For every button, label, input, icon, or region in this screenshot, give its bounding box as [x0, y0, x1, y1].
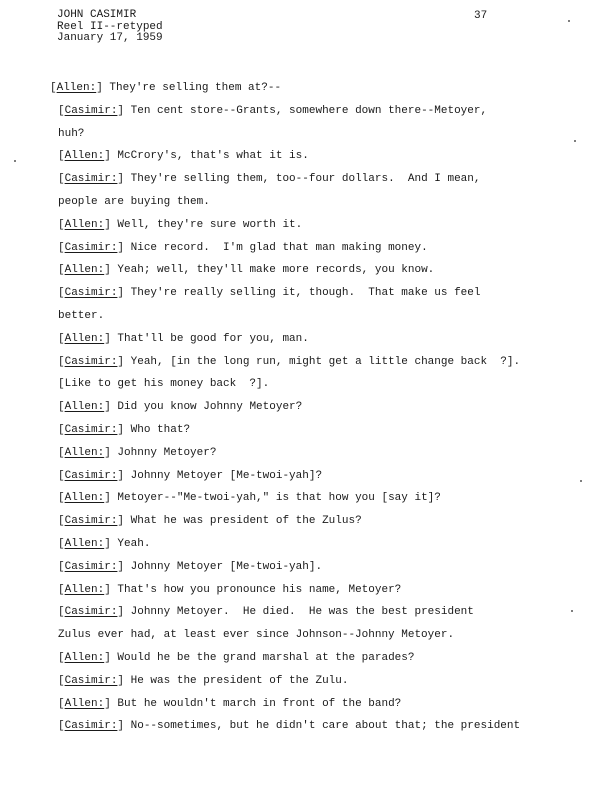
- bracket-close: ]: [104, 446, 111, 459]
- speaker-label: Allen:: [64, 651, 105, 664]
- transcript-line: [50, 419, 590, 442]
- bracket-open: [: [58, 150, 65, 163]
- line-text: McCrory's, that's what it is.: [110, 150, 309, 163]
- bracket-close: ]: [117, 287, 125, 300]
- speaker-label: Allen:: [64, 401, 105, 414]
- transcript-line: [50, 601, 590, 624]
- transcript-line: [50, 145, 590, 168]
- speaker-label: Casimir:: [64, 606, 118, 619]
- transcript-line: [50, 442, 590, 465]
- line-text: better.: [58, 309, 105, 322]
- bracket-open: [: [58, 537, 65, 550]
- line-text: huh?: [58, 127, 85, 140]
- bracket-close: ]: [117, 241, 125, 254]
- transcript-line: [50, 465, 590, 488]
- bracket-open: [: [58, 173, 65, 186]
- bracket-open: [: [58, 104, 65, 117]
- bracket-close: ]: [117, 355, 125, 368]
- transcript-line: [50, 214, 590, 237]
- line-text: Zulus ever had, at least ever since Johnson--Johnny Metoyer.: [58, 629, 455, 642]
- bracket-close: ]: [117, 173, 125, 186]
- transcript-line: [50, 237, 590, 260]
- bracket-close: ]: [104, 583, 111, 596]
- transcript-line: [50, 579, 590, 602]
- speaker-label: Casimir:: [64, 674, 118, 687]
- bracket-open: [: [58, 492, 65, 505]
- transcript-line: [50, 624, 590, 647]
- line-text: They're selling them, too--four dollars. And I mean,: [124, 173, 481, 186]
- speaker-label: Casimir:: [64, 469, 118, 482]
- line-text: Johnny Metoyer. He died. He was the best president: [124, 606, 474, 619]
- bracket-close: ]: [117, 560, 125, 573]
- speaker-label: Allen:: [64, 446, 105, 459]
- bracket-open: [: [58, 720, 65, 733]
- page-number: 37: [474, 10, 488, 22]
- bracket-close: ]: [104, 492, 111, 505]
- speaker-label: Allen:: [64, 537, 105, 550]
- line-text: Did you know Johnny Metoyer?: [110, 401, 303, 414]
- speaker-label: Casimir:: [64, 515, 118, 528]
- bracket-close: ]: [104, 332, 111, 345]
- transcript-line: [50, 123, 590, 146]
- bracket-close: ]: [117, 104, 125, 117]
- scan-speck: [568, 20, 570, 22]
- speaker-label: Allen:: [64, 583, 105, 596]
- bracket-close: ]: [104, 218, 111, 231]
- bracket-close: ]: [117, 606, 125, 619]
- speaker-label: Casimir:: [64, 355, 118, 368]
- line-text: Who that?: [124, 423, 191, 436]
- speaker-label: Casimir:: [64, 104, 118, 117]
- bracket-open: [: [58, 423, 65, 436]
- transcript-line: [50, 487, 590, 510]
- line-text: He was the president of the Zulu.: [124, 674, 349, 687]
- speaker-label: Allen:: [64, 150, 105, 163]
- line-text: But he wouldn't march in front of the band?: [110, 697, 402, 710]
- bracket-open: [: [58, 264, 65, 277]
- bracket-close: ]: [104, 651, 111, 664]
- line-text: people are buying them.: [58, 195, 210, 208]
- transcript-line: [50, 556, 590, 579]
- bracket-open: [: [58, 401, 65, 414]
- speaker-label: Allen:: [64, 697, 105, 710]
- bracket-open: [: [58, 674, 65, 687]
- document-header: [57, 10, 163, 45]
- bracket-close: ]: [104, 697, 111, 710]
- speaker-label: Allen:: [56, 82, 97, 94]
- bracket-open: [: [58, 560, 65, 573]
- bracket-open: [: [58, 651, 65, 664]
- line-text: That's how you pronounce his name, Metoyer?: [110, 583, 402, 596]
- line-text: [Like to get his money back ?].: [58, 378, 270, 391]
- transcript-line: [50, 282, 590, 305]
- bracket-open: [: [58, 241, 65, 254]
- speaker-label: Casimir:: [64, 720, 118, 733]
- bracket-close: ]: [96, 82, 103, 94]
- header-reel: Reel II--retyped: [57, 20, 163, 33]
- line-text: Metoyer--"Me-twoi-yah," is that how you [say it]?: [110, 492, 441, 505]
- bracket-open: [: [50, 82, 57, 94]
- transcript-line: [50, 259, 590, 282]
- speaker-label: Casimir:: [64, 287, 118, 300]
- line-text: Yeah.: [110, 537, 151, 550]
- transcript-line: [50, 396, 590, 419]
- transcript-line: [50, 373, 590, 396]
- transcript-line: [50, 647, 590, 670]
- transcript-line: [50, 351, 590, 374]
- header-date: January 17, 1959: [57, 32, 163, 44]
- transcript-body: [50, 77, 590, 738]
- transcript-line: [50, 191, 590, 214]
- header-name: JOHN CASIMIR: [57, 9, 137, 21]
- speaker-label: Allen:: [64, 332, 105, 345]
- speaker-label: Casimir:: [64, 241, 118, 254]
- transcript-line: [50, 715, 590, 738]
- speaker-label: Casimir:: [64, 560, 118, 573]
- transcript-line: [50, 693, 590, 716]
- line-text: That'll be good for you, man.: [110, 332, 309, 345]
- bracket-open: [: [58, 218, 65, 231]
- transcript-line: [50, 533, 590, 556]
- bracket-open: [: [58, 446, 65, 459]
- line-text: They're selling them at?--: [102, 82, 282, 94]
- line-text: Johnny Metoyer [Me-twoi-yah]?: [124, 469, 323, 482]
- bracket-close: ]: [104, 264, 111, 277]
- bracket-close: ]: [104, 150, 111, 163]
- bracket-close: ]: [117, 423, 125, 436]
- bracket-open: [: [58, 287, 65, 300]
- bracket-open: [: [58, 469, 65, 482]
- line-text: Yeah, [in the long run, might get a little change back ?].: [124, 355, 521, 368]
- scan-speck: [571, 610, 573, 612]
- speaker-label: Casimir:: [64, 173, 118, 186]
- scan-speck: [574, 140, 576, 142]
- transcript-line: [50, 328, 590, 351]
- line-text: No--sometimes, but he didn't care about that; the president: [124, 720, 521, 733]
- bracket-open: [: [58, 583, 65, 596]
- bracket-close: ]: [117, 720, 125, 733]
- bracket-close: ]: [117, 515, 125, 528]
- bracket-open: [: [58, 355, 65, 368]
- scan-speck: [14, 160, 16, 162]
- line-text: Johnny Metoyer?: [110, 446, 217, 459]
- transcript-line: [50, 168, 590, 191]
- line-text: Would he be the grand marshal at the parades?: [110, 651, 415, 664]
- bracket-open: [: [58, 697, 65, 710]
- transcript-line: [50, 100, 590, 123]
- bracket-close: ]: [117, 674, 125, 687]
- line-text: What he was president of the Zulus?: [124, 515, 362, 528]
- speaker-label: Allen:: [64, 264, 105, 277]
- speaker-label: Casimir:: [64, 423, 118, 436]
- line-text: Johnny Metoyer [Me-twoi-yah].: [124, 560, 323, 573]
- bracket-open: [: [58, 332, 65, 345]
- transcript-line: [50, 305, 590, 328]
- bracket-close: ]: [104, 537, 111, 550]
- scan-speck: [580, 480, 582, 482]
- line-text: They're really selling it, though. That make us feel: [124, 287, 481, 300]
- bracket-close: ]: [104, 401, 111, 414]
- bracket-open: [: [58, 515, 65, 528]
- line-text: Nice record. I'm glad that man making money.: [124, 241, 428, 254]
- bracket-open: [: [58, 606, 65, 619]
- line-text: Well, they're sure worth it.: [110, 218, 303, 231]
- bracket-close: ]: [117, 469, 125, 482]
- speaker-label: Allen:: [64, 492, 105, 505]
- speaker-label: Allen:: [64, 218, 105, 231]
- transcript-line: [50, 510, 590, 533]
- transcript-line: [50, 670, 590, 693]
- transcript-line: [50, 77, 590, 100]
- line-text: Ten cent store--Grants, somewhere down there--Metoyer,: [124, 104, 488, 117]
- line-text: Yeah; well, they'll make more records, you know.: [110, 264, 435, 277]
